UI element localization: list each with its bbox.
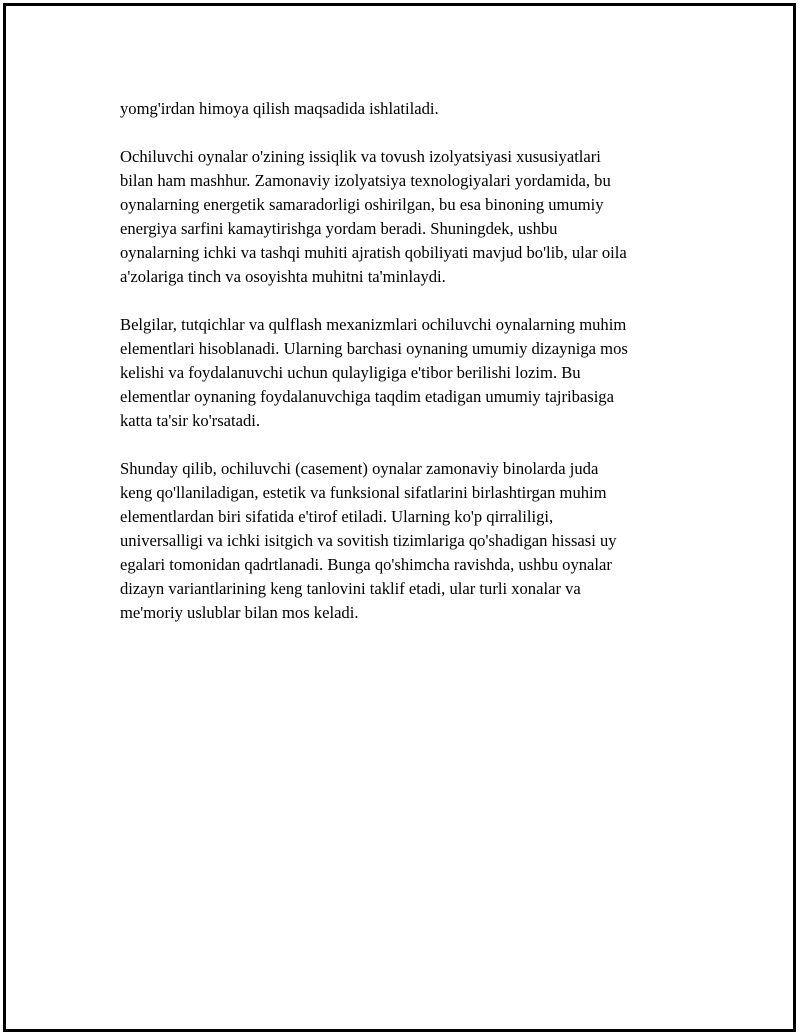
document-body: [120, 97, 680, 649]
text-line: Ochiluvchi oynalar o'zining issiqlik va tovush izolyatsiyasi xususiyatlari: [120, 147, 601, 166]
text-line: Shunday qilib, ochiluvchi (casement) oynalar zamonaviy binolarda juda: [120, 459, 599, 478]
text-line: elementlari hisoblanadi. Ularning barchasi oynaning umumiy dizayniga mos: [120, 339, 628, 358]
text-line: energiya sarfini kamaytirishga yordam beradi. Shuningdek, ushbu: [120, 219, 558, 238]
text-line: dizayn variantlarining keng tanlovini taklif etadi, ular turli xonalar va: [120, 579, 581, 598]
text-line: Belgilar, tutqichlar va qulflash mexanizmlari ochiluvchi oynalarning muhim: [120, 315, 627, 334]
text-line: oynalarning ichki va tashqi muhiti ajratish qobiliyati mavjud bo'lib, ular oila: [120, 243, 627, 262]
text-line: katta ta'sir ko'rsatadi.: [120, 411, 261, 430]
paragraph-1: [120, 97, 680, 121]
text-line: elementlar oynaning foydalanuvchiga taqdim etadigan umumiy tajribasiga: [120, 387, 614, 406]
text-line: me'moriy uslublar bilan mos keladi.: [120, 603, 359, 622]
text-line: kelishi va foydalanuvchi uchun qulayligiga e'tibor berilishi lozim. Bu: [120, 363, 581, 382]
paragraph-3: [120, 313, 680, 433]
text-line: yomg'irdan himoya qilish maqsadida ishlatiladi.: [120, 99, 439, 118]
text-line: keng qo'llaniladigan, estetik va funksional sifatlarini birlashtirgan muhim: [120, 483, 607, 502]
text-line: universalligi va ichki isitgich va sovitish tizimlariga qo'shadigan hissasi uy: [120, 531, 617, 550]
text-line: oynalarning energetik samaradorligi oshirilgan, bu esa binoning umumiy: [120, 195, 604, 214]
text-line: bilan ham mashhur. Zamonaviy izolyatsiya texnologiyalari yordamida, bu: [120, 171, 611, 190]
text-line: egalari tomonidan qadrtlanadi. Bunga qo'shimcha ravishda, ushbu oynalar: [120, 555, 612, 574]
paragraph-2: [120, 145, 680, 289]
text-line: a'zolariga tinch va osoyishta muhitni ta'minlaydi.: [120, 267, 446, 286]
paragraph-4: [120, 457, 680, 625]
text-line: elementlardan biri sifatida e'tirof etiladi. Ularning ko'p qirraliligi,: [120, 507, 554, 526]
document-page: [3, 3, 796, 1032]
